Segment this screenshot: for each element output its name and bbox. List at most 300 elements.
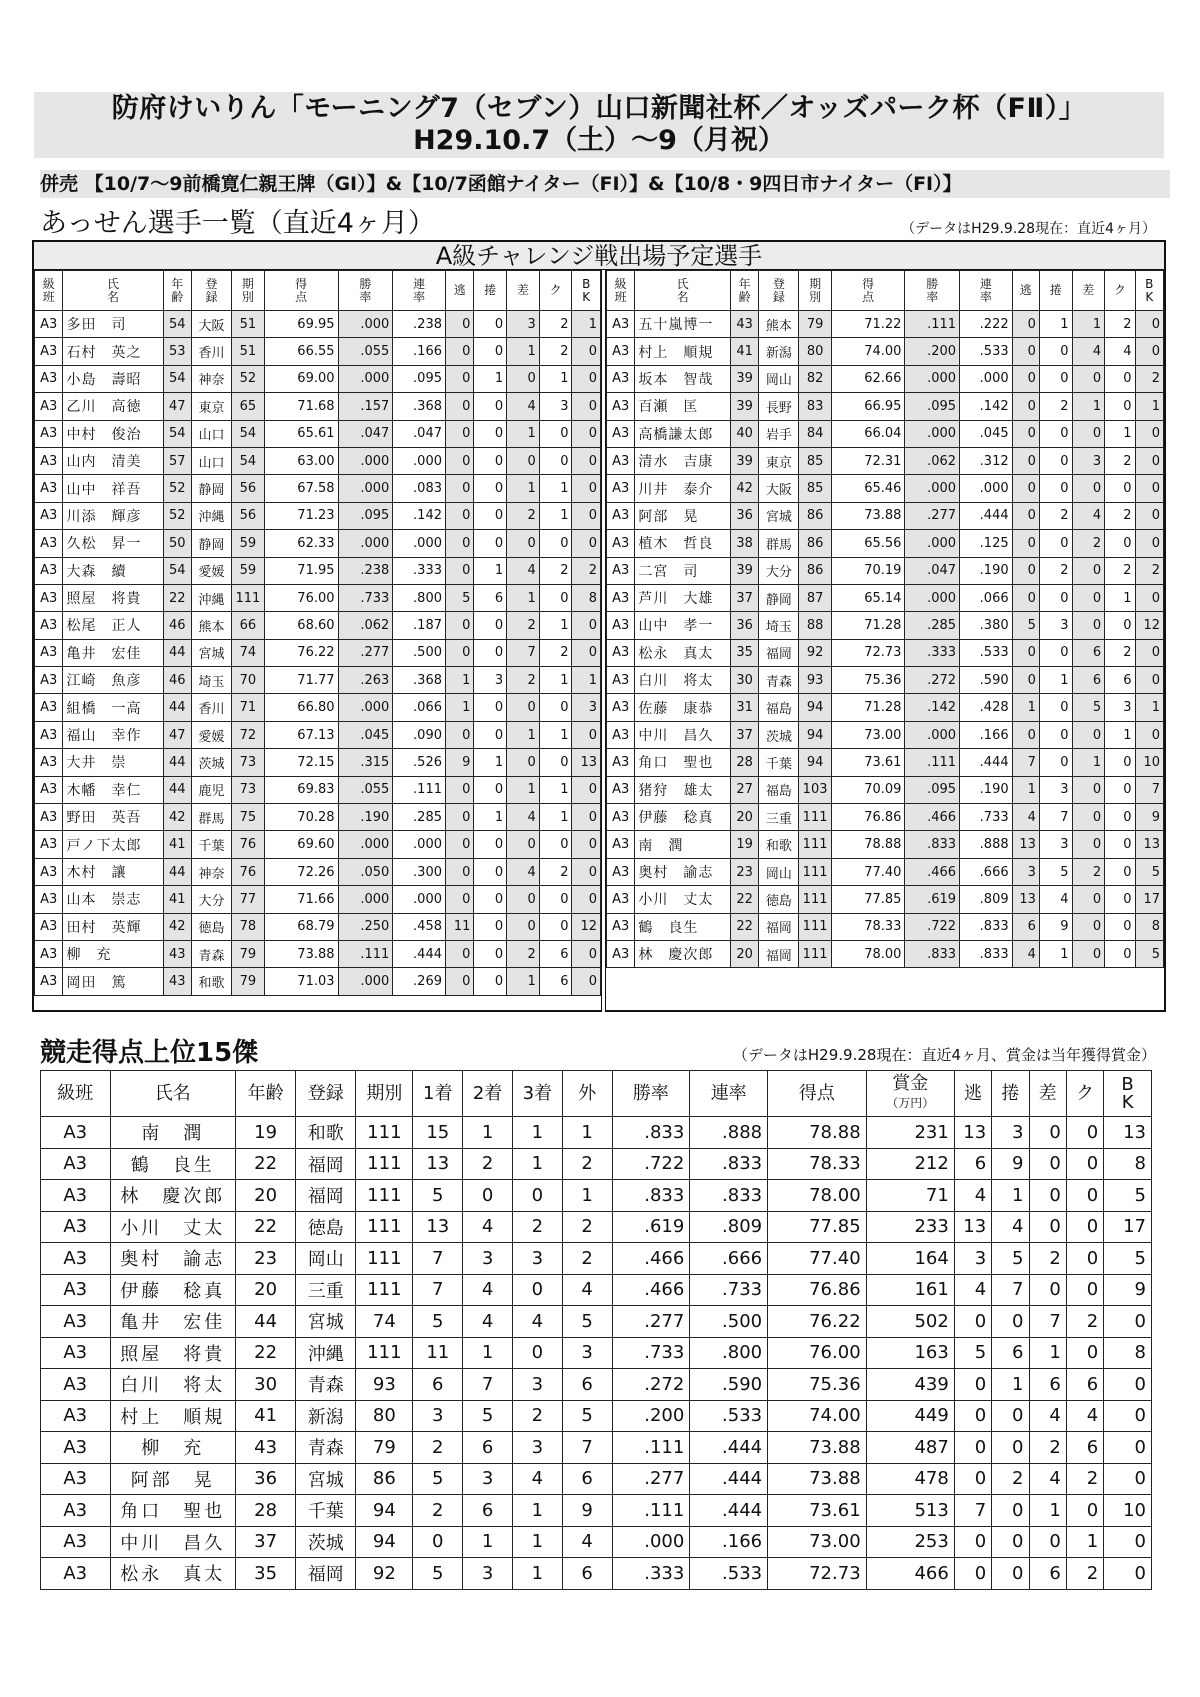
table-cell: 0 bbox=[1072, 420, 1105, 447]
table-cell: 福島 bbox=[759, 694, 799, 721]
table-cell: 2 bbox=[539, 858, 572, 885]
table-cell: 岡山 bbox=[296, 1243, 356, 1275]
table-cell: 0 bbox=[1135, 338, 1163, 365]
table-cell: 13 bbox=[1135, 831, 1163, 858]
table-cell: 5 bbox=[413, 1306, 463, 1338]
table-cell: A3 bbox=[607, 557, 635, 584]
table-cell: A3 bbox=[607, 749, 635, 776]
column-header: 3着 bbox=[512, 1071, 562, 1117]
table-cell: .285 bbox=[393, 804, 446, 831]
table-cell: 0 bbox=[1135, 667, 1163, 694]
table-cell: A3 bbox=[41, 1432, 111, 1464]
table-cell: 鹿児 bbox=[192, 776, 232, 803]
top15-note: （データはH29.9.28現在：直近4ヶ月、賞金は当年獲得賞金） bbox=[732, 1046, 1156, 1064]
table-cell: 4 bbox=[1029, 1463, 1066, 1495]
table-cell: 大井 崇 bbox=[63, 749, 163, 776]
table-cell: 111 bbox=[356, 1243, 413, 1275]
rider-list-note: （データはH29.9.28現在：直近4ヶ月） bbox=[901, 221, 1156, 237]
table-cell: 63.00 bbox=[264, 447, 338, 474]
table-cell: 茨城 bbox=[192, 749, 232, 776]
table-cell: 4 bbox=[1012, 804, 1039, 831]
table-cell: .590 bbox=[960, 667, 1013, 694]
table-cell: 2 bbox=[507, 940, 540, 967]
table-cell: 照屋 将貴 bbox=[110, 1337, 236, 1369]
table-cell: 0 bbox=[446, 393, 474, 420]
table-cell: 47 bbox=[163, 721, 191, 748]
table-cell: .833 bbox=[690, 1180, 768, 1212]
table-row bbox=[607, 776, 1164, 803]
table-cell: A3 bbox=[607, 639, 635, 666]
rider-list-title: あっせん選手一覧（直近4ヶ月） bbox=[40, 208, 435, 239]
table-cell: 212 bbox=[866, 1148, 954, 1180]
table-cell: .533 bbox=[960, 639, 1013, 666]
table-cell: 62.66 bbox=[831, 365, 905, 392]
table-cell: 1 bbox=[1039, 940, 1072, 967]
table-cell: 9 bbox=[1039, 913, 1072, 940]
table-cell: 4 bbox=[512, 1463, 562, 1495]
table-cell: 中村 俊治 bbox=[63, 420, 163, 447]
table-cell: 7 bbox=[562, 1432, 612, 1464]
table-cell: 44 bbox=[163, 639, 191, 666]
table-cell: 42 bbox=[163, 804, 191, 831]
table-cell: 94 bbox=[799, 721, 832, 748]
table-row bbox=[35, 940, 601, 967]
column-header: 級 班 bbox=[35, 271, 63, 311]
table-row bbox=[35, 968, 601, 995]
table-cell: 3 bbox=[413, 1400, 463, 1432]
table-cell: 50 bbox=[163, 530, 191, 557]
table-cell: 山口 bbox=[192, 420, 232, 447]
table-row bbox=[35, 694, 601, 721]
table-cell: 4 bbox=[954, 1274, 991, 1306]
table-cell: 千葉 bbox=[192, 831, 232, 858]
table-cell: 77.85 bbox=[831, 886, 905, 913]
table-cell: .733 bbox=[612, 1337, 690, 1369]
table-cell: 44 bbox=[236, 1306, 296, 1338]
table-cell: 6 bbox=[562, 1463, 612, 1495]
table-cell: .444 bbox=[690, 1495, 768, 1527]
table-cell: 1 bbox=[539, 667, 572, 694]
table-cell: 0 bbox=[474, 475, 507, 502]
table-cell: .833 bbox=[960, 940, 1013, 967]
table-cell: 65.56 bbox=[831, 530, 905, 557]
table-cell: 大阪 bbox=[759, 475, 799, 502]
table-cell: 13 bbox=[413, 1211, 463, 1243]
table-cell: 福島 bbox=[759, 776, 799, 803]
table-cell: 37 bbox=[236, 1526, 296, 1558]
table-cell: 42 bbox=[163, 913, 191, 940]
table-cell: 79 bbox=[232, 968, 265, 995]
table-cell: 0 bbox=[1012, 447, 1039, 474]
table-cell: .066 bbox=[960, 584, 1013, 611]
table-cell: 1 bbox=[474, 557, 507, 584]
column-header: 得 点 bbox=[264, 271, 338, 311]
table-cell: A3 bbox=[607, 721, 635, 748]
table-cell: 0 bbox=[446, 639, 474, 666]
table-cell: .062 bbox=[338, 612, 393, 639]
table-cell: .142 bbox=[393, 502, 446, 529]
table-cell: 2 bbox=[1105, 557, 1135, 584]
table-cell: .333 bbox=[393, 557, 446, 584]
table-cell: 76.00 bbox=[768, 1337, 867, 1369]
table-cell: 2 bbox=[1066, 1558, 1103, 1590]
table-cell: 0 bbox=[1105, 612, 1135, 639]
table-cell: .050 bbox=[338, 858, 393, 885]
table-cell: 青森 bbox=[192, 940, 232, 967]
table-cell: A3 bbox=[35, 557, 63, 584]
column-header: 氏 名 bbox=[635, 271, 731, 311]
table-cell: 46 bbox=[163, 667, 191, 694]
table-row bbox=[607, 502, 1164, 529]
table-cell: 林 慶次郎 bbox=[635, 940, 731, 967]
table-cell: .444 bbox=[960, 749, 1013, 776]
table-cell: 71.28 bbox=[831, 694, 905, 721]
table-cell: 0 bbox=[1135, 311, 1163, 338]
table-cell: 40 bbox=[731, 420, 759, 447]
table-cell: 小川 丈太 bbox=[110, 1211, 236, 1243]
table-cell: 2 bbox=[507, 502, 540, 529]
table-cell: 0 bbox=[474, 968, 507, 995]
table-cell: 0 bbox=[446, 557, 474, 584]
table-cell: 73.00 bbox=[831, 721, 905, 748]
table-cell: 1 bbox=[1012, 776, 1039, 803]
table-cell: 111 bbox=[356, 1211, 413, 1243]
table-cell: 0 bbox=[1135, 447, 1163, 474]
table-cell: 75.36 bbox=[768, 1369, 867, 1401]
table-cell: A3 bbox=[35, 804, 63, 831]
table-cell: A3 bbox=[607, 940, 635, 967]
table-cell: A3 bbox=[41, 1400, 111, 1432]
table-cell: 17 bbox=[1104, 1211, 1152, 1243]
table-cell: 4 bbox=[1066, 1400, 1103, 1432]
table-cell: 田村 英輝 bbox=[63, 913, 163, 940]
table-cell: 1 bbox=[1039, 311, 1072, 338]
table-cell: 71 bbox=[866, 1180, 954, 1212]
table-cell: 佐藤 康恭 bbox=[635, 694, 731, 721]
table-cell: 77.85 bbox=[768, 1211, 867, 1243]
table-row bbox=[41, 1180, 1152, 1212]
table-row bbox=[607, 365, 1164, 392]
table-cell: 0 bbox=[572, 721, 601, 748]
table-cell: .062 bbox=[905, 447, 960, 474]
table-cell: 山中 祥吾 bbox=[63, 475, 163, 502]
table-cell: A3 bbox=[607, 694, 635, 721]
table-cell: 2 bbox=[572, 557, 601, 584]
table-cell: 111 bbox=[799, 913, 832, 940]
table-cell: 0 bbox=[446, 886, 474, 913]
table-cell: 67.58 bbox=[264, 475, 338, 502]
column-header: 捲 bbox=[1039, 271, 1072, 311]
table-cell: 7 bbox=[1012, 749, 1039, 776]
table-cell: 0 bbox=[1105, 804, 1135, 831]
table-cell: 11 bbox=[446, 913, 474, 940]
table-cell: 0 bbox=[1029, 1180, 1066, 1212]
table-cell: .000 bbox=[338, 886, 393, 913]
table-row bbox=[607, 475, 1164, 502]
table-cell: 0 bbox=[1066, 1337, 1103, 1369]
table-cell: 0 bbox=[1105, 886, 1135, 913]
table-cell: .285 bbox=[905, 612, 960, 639]
table-cell: 0 bbox=[1066, 1117, 1103, 1149]
table-cell: 23 bbox=[731, 858, 759, 885]
table-cell: 3 bbox=[463, 1558, 513, 1590]
table-cell: 1 bbox=[539, 365, 572, 392]
table-cell: 86 bbox=[799, 557, 832, 584]
table-cell: 0 bbox=[1105, 530, 1135, 557]
column-header: 年齢 bbox=[236, 1071, 296, 1117]
table-cell: .466 bbox=[905, 804, 960, 831]
table-cell: 0 bbox=[1105, 940, 1135, 967]
table-cell: 56 bbox=[232, 502, 265, 529]
concurrent-sales-text: 【10/7～9前橋寛仁親王牌（GⅠ）】&【10/7函館ナイター（FⅠ）】&【10/8・9四日市ナイター（FⅠ）】 bbox=[84, 173, 962, 195]
table-cell: 茨城 bbox=[296, 1526, 356, 1558]
table-cell: 163 bbox=[866, 1337, 954, 1369]
table-cell: 1 bbox=[539, 502, 572, 529]
table-cell: 三重 bbox=[759, 804, 799, 831]
table-cell: 39 bbox=[731, 447, 759, 474]
table-cell: 1 bbox=[507, 584, 540, 611]
table-cell: .000 bbox=[393, 447, 446, 474]
table-cell: 71.77 bbox=[264, 667, 338, 694]
table-row bbox=[41, 1432, 1152, 1464]
table-cell: .066 bbox=[393, 694, 446, 721]
table-cell: 86 bbox=[356, 1463, 413, 1495]
table-cell: 22 bbox=[236, 1148, 296, 1180]
table-cell: 0 bbox=[446, 776, 474, 803]
table-cell: .833 bbox=[905, 940, 960, 967]
table-cell: 1 bbox=[446, 667, 474, 694]
table-cell: 坂本 智哉 bbox=[635, 365, 731, 392]
table-cell: 2 bbox=[1066, 1463, 1103, 1495]
table-cell: 5 bbox=[413, 1180, 463, 1212]
table-cell: 鶴 良生 bbox=[635, 913, 731, 940]
table-cell: .666 bbox=[960, 858, 1013, 885]
table-cell: 0 bbox=[1105, 475, 1135, 502]
table-cell: 449 bbox=[866, 1400, 954, 1432]
table-cell: 44 bbox=[163, 749, 191, 776]
table-cell: 2 bbox=[992, 1463, 1029, 1495]
table-cell: 13 bbox=[1012, 831, 1039, 858]
table-cell: 66.95 bbox=[831, 393, 905, 420]
table-cell: 0 bbox=[1072, 940, 1105, 967]
table-cell: 73 bbox=[232, 776, 265, 803]
table-cell: 伊藤 稔真 bbox=[635, 804, 731, 831]
table-cell: .533 bbox=[960, 338, 1013, 365]
table-cell: .000 bbox=[393, 530, 446, 557]
table-cell: 千葉 bbox=[759, 749, 799, 776]
table-cell: 0 bbox=[446, 858, 474, 885]
table-cell: 0 bbox=[474, 338, 507, 365]
table-cell: 0 bbox=[474, 913, 507, 940]
table-cell: A3 bbox=[607, 776, 635, 803]
table-cell: A3 bbox=[35, 338, 63, 365]
table-cell: A3 bbox=[41, 1148, 111, 1180]
table-cell: 38 bbox=[731, 530, 759, 557]
table-cell: 1 bbox=[463, 1526, 513, 1558]
table-cell: 27 bbox=[731, 776, 759, 803]
table-row bbox=[35, 530, 601, 557]
table-cell: 9 bbox=[562, 1495, 612, 1527]
table-cell: 中川 昌久 bbox=[635, 721, 731, 748]
table-cell: 香川 bbox=[192, 694, 232, 721]
table-cell: 6 bbox=[1029, 1558, 1066, 1590]
event-title: 防府けいりん「モーニング7（セブン）山口新聞社杯／オッズパーク杯（FⅡ）」 bbox=[111, 93, 1087, 124]
table-cell: 78.88 bbox=[831, 831, 905, 858]
column-header: 氏名 bbox=[110, 1071, 236, 1117]
table-cell: A3 bbox=[41, 1558, 111, 1590]
table-cell: 6 bbox=[1072, 639, 1105, 666]
table-cell: 66 bbox=[232, 612, 265, 639]
table-cell: A3 bbox=[35, 584, 63, 611]
table-cell: 和歌 bbox=[192, 968, 232, 995]
table-row bbox=[41, 1148, 1152, 1180]
table-cell: 1 bbox=[507, 475, 540, 502]
table-cell: 0 bbox=[1135, 502, 1163, 529]
table-cell: 74.00 bbox=[831, 338, 905, 365]
table-cell: .111 bbox=[612, 1495, 690, 1527]
table-cell: 0 bbox=[507, 886, 540, 913]
table-cell: 0 bbox=[1104, 1526, 1152, 1558]
table-cell: 0 bbox=[1012, 502, 1039, 529]
table-row bbox=[607, 913, 1164, 940]
table-cell: 111 bbox=[356, 1180, 413, 1212]
table-cell: 3 bbox=[562, 1337, 612, 1369]
table-cell: A3 bbox=[41, 1180, 111, 1212]
table-cell: 木幡 幸仁 bbox=[63, 776, 163, 803]
table-cell: 111 bbox=[356, 1117, 413, 1149]
table-cell: 三重 bbox=[296, 1274, 356, 1306]
table-cell: .000 bbox=[960, 365, 1013, 392]
table-cell: 0 bbox=[572, 886, 601, 913]
table-cell: 3 bbox=[512, 1369, 562, 1401]
table-cell: 松尾 正人 bbox=[63, 612, 163, 639]
table-cell: 1 bbox=[463, 1337, 513, 1369]
table-row bbox=[41, 1211, 1152, 1243]
table-cell: A3 bbox=[35, 913, 63, 940]
table-cell: A3 bbox=[41, 1526, 111, 1558]
table-cell: 0 bbox=[1105, 858, 1135, 885]
table-cell: 3 bbox=[1039, 612, 1072, 639]
table-cell: 0 bbox=[474, 858, 507, 885]
table-cell: .315 bbox=[338, 749, 393, 776]
table-cell: 43 bbox=[163, 940, 191, 967]
column-header: 年 齢 bbox=[163, 271, 191, 311]
table-cell: .666 bbox=[690, 1243, 768, 1275]
table-cell: .238 bbox=[393, 311, 446, 338]
table-cell: 2 bbox=[539, 311, 572, 338]
table-cell: 466 bbox=[866, 1558, 954, 1590]
table-cell: 5 bbox=[562, 1306, 612, 1338]
table-cell: 47 bbox=[163, 393, 191, 420]
table-cell: A3 bbox=[41, 1243, 111, 1275]
table-cell: .157 bbox=[338, 393, 393, 420]
table-cell: 4 bbox=[1039, 886, 1072, 913]
table-cell: A3 bbox=[41, 1117, 111, 1149]
table-cell: .000 bbox=[905, 530, 960, 557]
table-cell: A3 bbox=[41, 1274, 111, 1306]
table-cell: 39 bbox=[731, 393, 759, 420]
table-cell: 0 bbox=[1135, 530, 1163, 557]
table-cell: 0 bbox=[507, 365, 540, 392]
table-cell: 1 bbox=[539, 804, 572, 831]
table-cell: 4 bbox=[954, 1180, 991, 1212]
table-cell: 12 bbox=[572, 913, 601, 940]
table-cell: 62.33 bbox=[264, 530, 338, 557]
table-cell: 0 bbox=[1072, 365, 1105, 392]
table-cell: 熊本 bbox=[192, 612, 232, 639]
table-cell: .166 bbox=[690, 1526, 768, 1558]
table-cell: 52 bbox=[232, 365, 265, 392]
table-cell: 78.00 bbox=[831, 940, 905, 967]
table-cell: 0 bbox=[992, 1432, 1029, 1464]
table-cell: 0 bbox=[507, 447, 540, 474]
table-cell: 2 bbox=[539, 557, 572, 584]
table-cell: A3 bbox=[35, 639, 63, 666]
table-row bbox=[41, 1463, 1152, 1495]
column-header: 勝 率 bbox=[905, 271, 960, 311]
table-cell: 35 bbox=[236, 1558, 296, 1590]
table-cell: 組橋 一高 bbox=[63, 694, 163, 721]
table-cell: A3 bbox=[607, 311, 635, 338]
table-row bbox=[607, 557, 1164, 584]
table-cell: 1 bbox=[1105, 584, 1135, 611]
table-cell: 3 bbox=[572, 694, 601, 721]
table-cell: 23 bbox=[236, 1243, 296, 1275]
table-cell: 1 bbox=[539, 475, 572, 502]
table-cell: A3 bbox=[41, 1306, 111, 1338]
table-cell: 76.86 bbox=[768, 1274, 867, 1306]
table-cell: A3 bbox=[35, 694, 63, 721]
table-cell: 0 bbox=[474, 776, 507, 803]
table-cell: 1 bbox=[1135, 393, 1163, 420]
table-cell: 高橋謙太郎 bbox=[635, 420, 731, 447]
table-cell: 72 bbox=[232, 721, 265, 748]
table-cell: .000 bbox=[338, 530, 393, 557]
table-cell: 77.40 bbox=[831, 858, 905, 885]
table-cell: .733 bbox=[960, 804, 1013, 831]
table-cell: .533 bbox=[690, 1400, 768, 1432]
table-cell: 41 bbox=[163, 886, 191, 913]
rider-table-right bbox=[606, 270, 1164, 968]
table-cell: .733 bbox=[338, 584, 393, 611]
table-cell: 0 bbox=[1135, 721, 1163, 748]
table-cell: .055 bbox=[338, 338, 393, 365]
table-cell: 0 bbox=[539, 749, 572, 776]
table-cell: 芦川 大雄 bbox=[635, 584, 731, 611]
table-cell: 照屋 将貴 bbox=[63, 584, 163, 611]
table-cell: 51 bbox=[232, 311, 265, 338]
table-cell: 85 bbox=[799, 475, 832, 502]
table-cell: 0 bbox=[1072, 721, 1105, 748]
table-cell: .187 bbox=[393, 612, 446, 639]
table-cell: 松永 真太 bbox=[635, 639, 731, 666]
table-cell: .166 bbox=[393, 338, 446, 365]
table-cell: 0 bbox=[474, 886, 507, 913]
table-cell: 1 bbox=[1012, 694, 1039, 721]
table-cell: 0 bbox=[1029, 1211, 1066, 1243]
table-cell: 3 bbox=[507, 311, 540, 338]
table-cell: 2 bbox=[512, 1211, 562, 1243]
table-cell: 0 bbox=[1012, 393, 1039, 420]
table-cell: 0 bbox=[1012, 584, 1039, 611]
table-cell: 村上 順規 bbox=[110, 1400, 236, 1432]
table-cell: A3 bbox=[607, 831, 635, 858]
table-cell: 85 bbox=[799, 447, 832, 474]
table-cell: 0 bbox=[1104, 1463, 1152, 1495]
table-cell: .095 bbox=[393, 365, 446, 392]
column-header: 連 率 bbox=[960, 271, 1013, 311]
table-cell: 3 bbox=[512, 1432, 562, 1464]
